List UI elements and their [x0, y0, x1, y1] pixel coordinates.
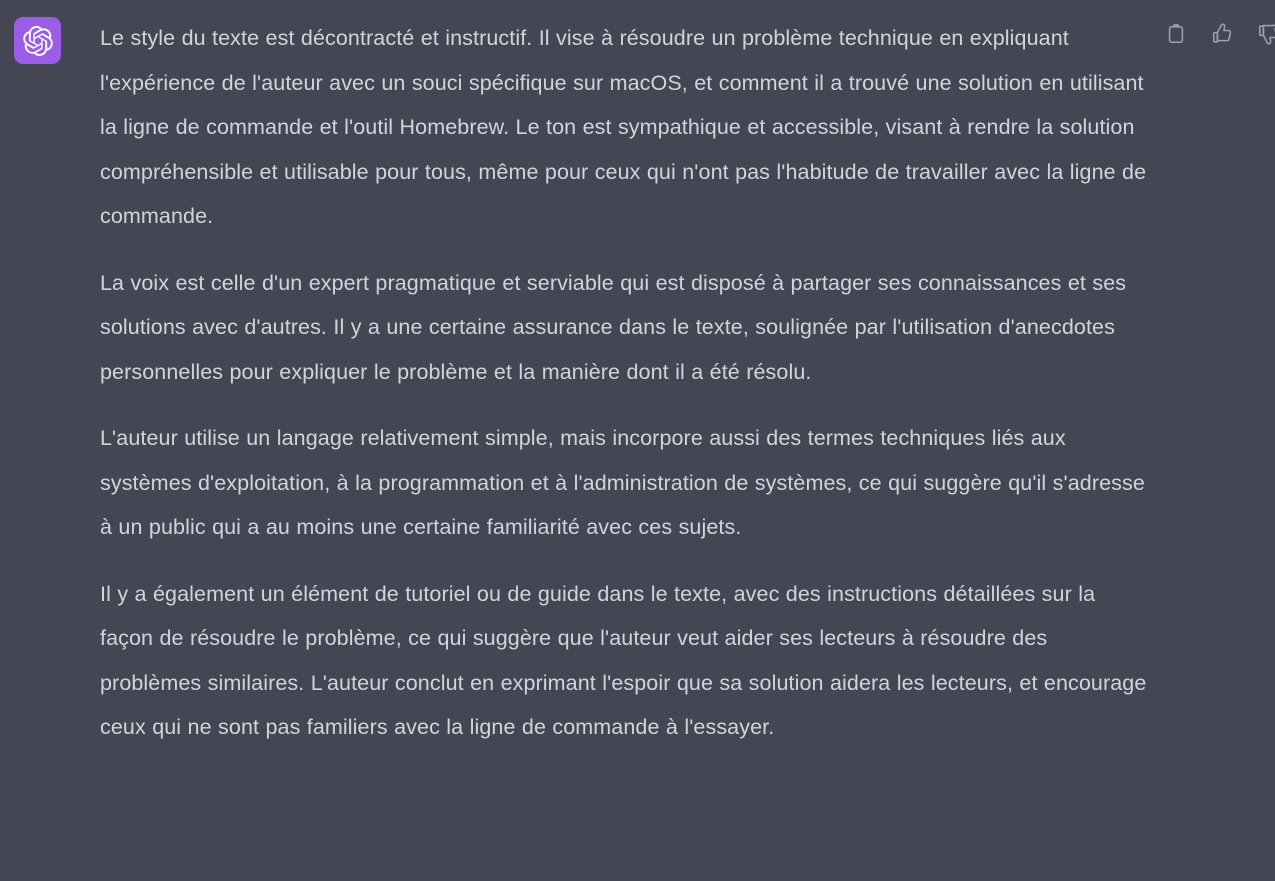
message-paragraph: L'auteur utilise un langage relativement simple, mais incorpore aussi des termes techniques liés aux systèmes d'exploitation, à la programmation et à l'administration de systèmes, ce qui suggère qu'il s'adresse à un public qui a au moins une certaine familiarité avec ces sujets. — [100, 426, 1145, 539]
message-actions — [1164, 22, 1275, 46]
thumbs-up-icon — [1211, 23, 1233, 45]
message-paragraph: Il y a également un élément de tutoriel ou de guide dans le texte, avec des instructions détaillées sur la façon de résoudre le problème, ce qui suggère que l'auteur veut aider ses lecteurs à résoudre des problèmes similaires. L'auteur conclut en exprimant l'espoir que sa solution aidera les lecteurs, et encourage ceux qui ne sont pas familiers avec la ligne de commande à l'essayer. — [100, 581, 1147, 739]
thumbs-up-button[interactable] — [1210, 22, 1234, 46]
message-paragraph: La voix est celle d'un expert pragmatique et serviable qui est disposé à partager ses connaissances et ses solutions avec d'autres. Il y a une certaine assurance dans le texte, soulignée par l'utilisation d'anecdotes personnelles pour expliquer le problème et la manière dont il a été résolu. — [100, 270, 1127, 384]
message-paragraph: Le style du texte est décontracté et instructif. Il vise à résoudre un problème technique en expliquant l'expérience de l'auteur avec un souci spécifique sur macOS, et comment il a trouvé une solution en utilisant la ligne de commande et l'outil Homebrew. Le ton est sympathique et accessible, visant à rendre la solution compréhensible et utilisable pour tous, même pour ceux qui n'ont pas l'habitude de travailler avec la ligne de commande. — [100, 26, 1147, 228]
openai-logo-icon — [23, 26, 53, 56]
clipboard-icon — [1165, 23, 1187, 45]
thumbs-down-icon — [1257, 23, 1275, 45]
thumbs-down-button[interactable] — [1256, 22, 1275, 46]
message-content — [100, 0, 1150, 750]
copy-button[interactable] — [1164, 22, 1188, 46]
avatar — [14, 17, 61, 64]
